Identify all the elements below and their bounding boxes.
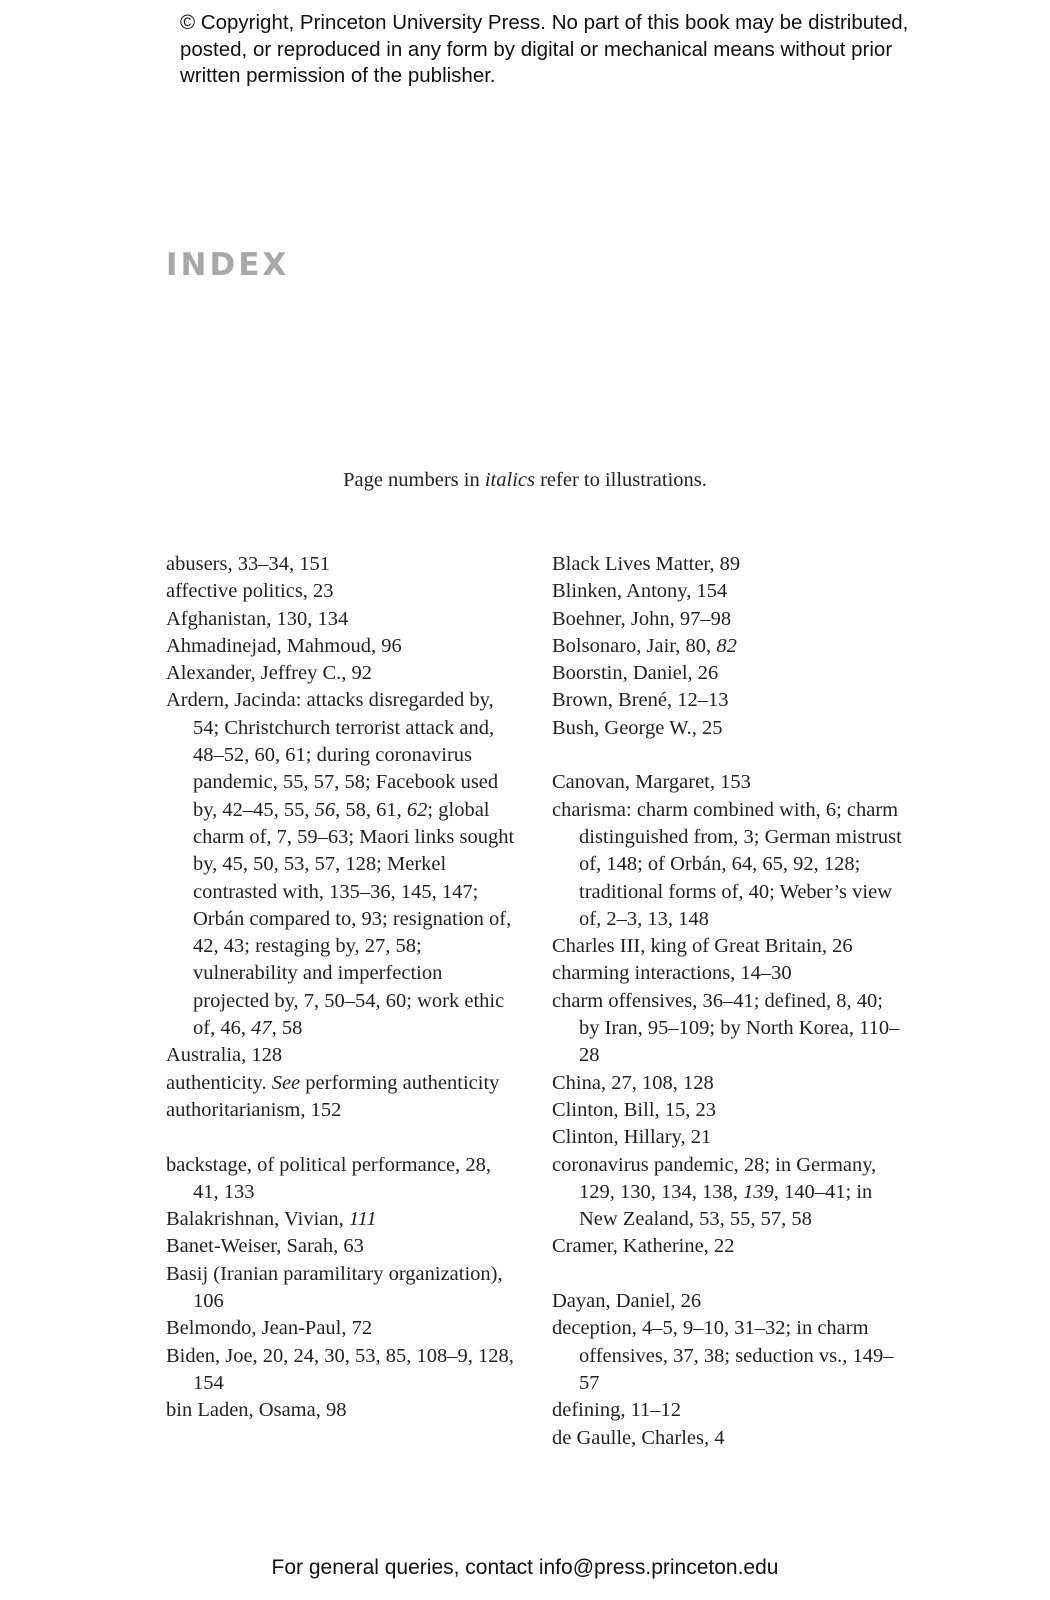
entry-text: Blinken, Antony, 154	[552, 580, 728, 603]
index-entry	[166, 606, 516, 633]
entry-text: Alexander, Jeffrey C., 92	[166, 662, 373, 685]
entry-text: Black Lives Matter, 89	[552, 553, 741, 575]
entry-text: Boorstin, Daniel, 26	[552, 662, 719, 685]
index-entry	[552, 797, 902, 933]
index-entry	[166, 551, 516, 578]
entry-text: Afghanistan, 130, 134	[166, 607, 349, 630]
illustration-page-ref: 139	[743, 1180, 774, 1203]
entry-text: affective politics, 23	[166, 580, 334, 603]
index-entry	[552, 715, 902, 742]
index-entry	[552, 633, 902, 660]
index-entry	[552, 1233, 902, 1260]
entry-text: Clinton, Hillary, 21	[552, 1126, 712, 1149]
entry-text: Clinton, Bill, 15, 23	[552, 1098, 717, 1121]
entry-text: ; global charm of, 7, 59–63; Maori links sought by, 45, 50, 53, 57, 128; Merkel contrasted with, 135–36, 145, 147; Orbán compared to, 93; resignation of, 42, 43; restaging by, 27, 58; vulnerability and imperfection projected by, 7, 50–54, 60; work ethic of, 46,	[193, 798, 515, 1040]
index-entry	[166, 1206, 516, 1233]
entry-text: Ardern, Jacinda: attacks disregarded by, 54; Christchurch terrorist attack and, 48–52, 60, 61; during coronavirus pandemic, 55, 57, 58; Facebook used by, 42–45, 55,	[166, 689, 499, 821]
illustration-page-ref: 111	[348, 1208, 377, 1231]
note-text-after: refer to illustrations.	[534, 469, 707, 491]
index-entry	[552, 1315, 902, 1397]
letter-group-gap	[552, 1261, 902, 1288]
entry-text: Brown, Brené, 12–13	[552, 689, 729, 712]
illustration-page-ref: 47	[251, 1017, 272, 1040]
illustration-page-ref: See	[271, 1071, 301, 1094]
entry-text: authoritarianism, 152	[166, 1098, 342, 1121]
index-entry	[166, 1070, 516, 1097]
entry-text: , 58	[271, 1017, 303, 1040]
letter-group-gap	[552, 742, 902, 769]
index-entry	[166, 687, 516, 1042]
entry-text: de Gaulle, Charles, 4	[552, 1426, 725, 1449]
page-title: INDEX	[166, 247, 290, 283]
index-entry	[552, 660, 902, 687]
index-entry	[166, 1042, 516, 1069]
entry-text: , 58, 61,	[335, 798, 407, 821]
entry-text: charm offensives, 36–41; defined, 8, 40; by Iran, 95–109; by North Korea, 110–28	[552, 989, 900, 1067]
index-entry	[552, 551, 902, 578]
entry-text: Canovan, Margaret, 153	[552, 771, 751, 794]
index-entry	[552, 1288, 902, 1315]
entry-text: , 140–41; in New Zealand, 53, 55, 57, 58	[579, 1180, 873, 1231]
entry-text: Bush, George W., 25	[552, 716, 723, 739]
index-entry	[552, 988, 902, 1070]
contact-footer: For general queries, contact info@press.princeton.edu	[271, 1556, 779, 1579]
entry-text: abusers, 33–34, 151	[166, 553, 330, 575]
entry-text: Banet-Weiser, Sarah, 63	[166, 1235, 364, 1258]
index-entry	[166, 578, 516, 605]
index-entry	[166, 1097, 516, 1124]
index-entry	[552, 1097, 902, 1124]
entry-text: performing authenticity	[300, 1071, 500, 1094]
letter-group-gap	[166, 1124, 516, 1151]
index-entry	[552, 933, 902, 960]
index-entry	[166, 1261, 516, 1316]
entry-text: China, 27, 108, 128	[552, 1071, 714, 1094]
index-entry	[552, 1124, 902, 1151]
index-entry	[166, 1152, 516, 1207]
index-entry	[552, 1070, 902, 1097]
entry-text: deception, 4–5, 9–10, 31–32; in charm offensives, 37, 38; seduction vs., 149–57	[552, 1317, 894, 1394]
illustration-page-ref: 82	[716, 634, 737, 657]
entry-text: Dayan, Daniel, 26	[552, 1290, 702, 1313]
index-column-left	[166, 551, 516, 1425]
entry-text: Balakrishnan, Vivian,	[166, 1208, 349, 1231]
entry-text: defining, 11–12	[552, 1399, 682, 1422]
illustration-page-ref: 62	[406, 798, 428, 821]
index-entry	[166, 633, 516, 660]
entry-text: authenticity.	[166, 1071, 272, 1094]
italics-note	[0, 467, 1050, 494]
entry-text: Charles III, king of Great Britain, 26	[552, 935, 853, 958]
entry-text: Cramer, Katherine, 22	[552, 1235, 735, 1258]
copyright-notice: © Copyright, Princeton University Press. No part of this book may be distributed, posted, or reproduced in any form by digital or mechanical means without prior written permission of the publisher.	[180, 11, 909, 87]
index-entry	[166, 1233, 516, 1260]
note-italic-word: italics	[484, 469, 535, 491]
entry-text: Belmondo, Jean-Paul, 72	[166, 1317, 373, 1340]
index-entry	[552, 578, 902, 605]
index-entry	[552, 687, 902, 714]
illustration-page-ref: 56	[314, 798, 336, 821]
entry-text: Biden, Joe, 20, 24, 30, 53, 85, 108–9, 128, 154	[166, 1344, 514, 1394]
index-entry	[166, 1397, 516, 1424]
index-entry	[552, 606, 902, 633]
index-entry	[166, 1343, 516, 1398]
index-entry	[166, 660, 516, 687]
index-entry	[552, 1425, 902, 1452]
index-entry	[552, 1152, 902, 1234]
entry-text: Ahmadinejad, Mahmoud, 96	[166, 634, 402, 657]
entry-text: Bolsonaro, Jair, 80,	[552, 634, 717, 657]
entry-text: charisma: charm combined with, 6; charm distinguished from, 3; German mistrust of, 148; of Orbán, 64, 65, 92, 128; traditional forms of, 40; Weber’s view of, 2–3, 13, 148	[552, 798, 902, 930]
index-column-right	[552, 551, 902, 1452]
note-text-before: Page numbers in	[343, 469, 485, 491]
entry-text: Basij (Iranian paramilitary organization), 106	[166, 1262, 503, 1313]
index-entry	[166, 1315, 516, 1342]
index-entry	[552, 769, 902, 796]
entry-text: coronavirus pandemic, 28; in Germany, 129, 130, 134, 138,	[552, 1153, 877, 1203]
entry-text: Boehner, John, 97–98	[552, 607, 732, 630]
index-entry	[552, 1397, 902, 1424]
entry-text: charming interactions, 14–30	[552, 962, 792, 985]
entry-text: Australia, 128	[166, 1044, 283, 1067]
index-entry	[552, 960, 902, 987]
entry-text: bin Laden, Osama, 98	[166, 1399, 347, 1422]
entry-text: backstage, of political performance, 28, 41, 133	[166, 1153, 492, 1203]
